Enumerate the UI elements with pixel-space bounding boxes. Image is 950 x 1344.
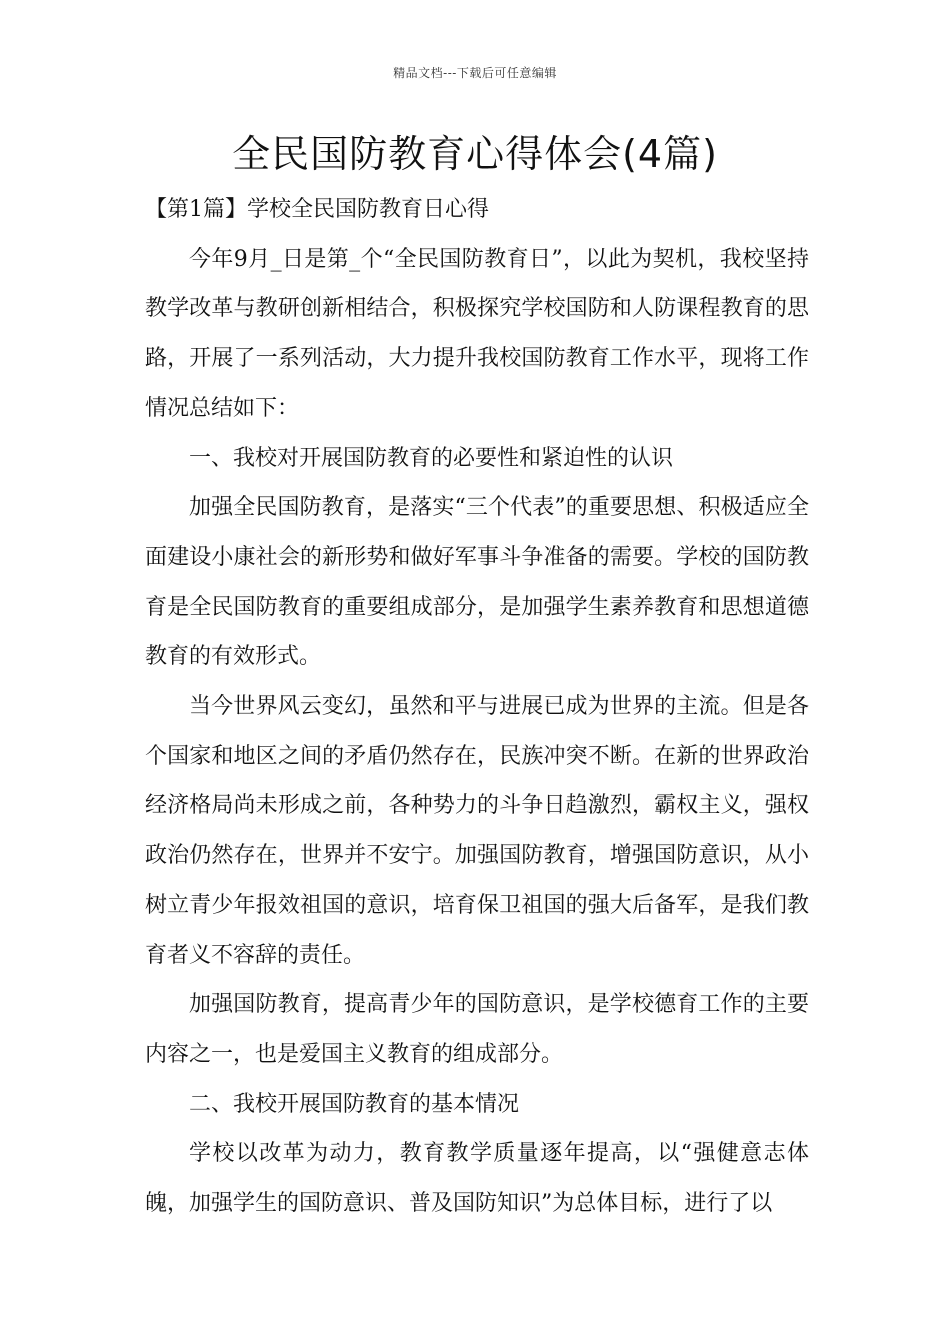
paragraph-world-situation: 当今世界风云变幻，虽然和平与进展已成为世界的主流。但是各个国家和地区之间的矛盾仍然存在，民族冲突不断。在新的世界政治经济格局尚未形成之前，各种势力的斗争日趋激烈，霸权主义，强权政治仍然存在，世界并不安宁。加强国防教育，增强国防意识，从小树立青少年报效祖国的意识，培育保卫祖国的强大后备军，是我们教育者义不容辞的责任。 [145,694,809,968]
header-note: 精品文档---下载后可任意编辑 [393,66,557,80]
section-heading: 【第1篇】学校全民国防教育日心得 [145,197,489,222]
subheading-necessity: 一、我校对开展国防教育的必要性和紧迫性的认识 [189,445,674,471]
document-body [145,185,809,1229]
paragraph-moral-education: 加强国防教育，提高青少年的国防意识，是学校德育工作的主要内容之一，也是爱国主义教育的组成部分。 [145,992,809,1067]
document-title: 全民国防教育心得体会(4篇) [232,132,718,176]
paragraph-reform: 学校以改革为动力，教育教学质量逐年提高，以“强健意志体魄，加强学生的国防意识、普及国防知识”为总体目标，进行了以 [145,1141,809,1217]
paragraph-intro: 今年9月_日是第_个“全民国防教育日”，以此为契机，我校坚持教学改革与教研创新相结合，积极探究学校国防和人防课程教育的思路，开展了一系列活动，大力提升我校国防教育工作水平，现将工作情况总结如下： [145,246,809,421]
subheading-basic-situation: 二、我校开展国防教育的基本情况 [189,1091,520,1117]
paragraph-importance: 加强全民国防教育，是落实“三个代表”的重要思想、积极适应全面建设小康社会的新形势和做好军事斗争准备的需要。学校的国防教育是全民国防教育的重要组成部分，是加强学生素养教育和思想道德教育的有效形式。 [145,495,809,670]
